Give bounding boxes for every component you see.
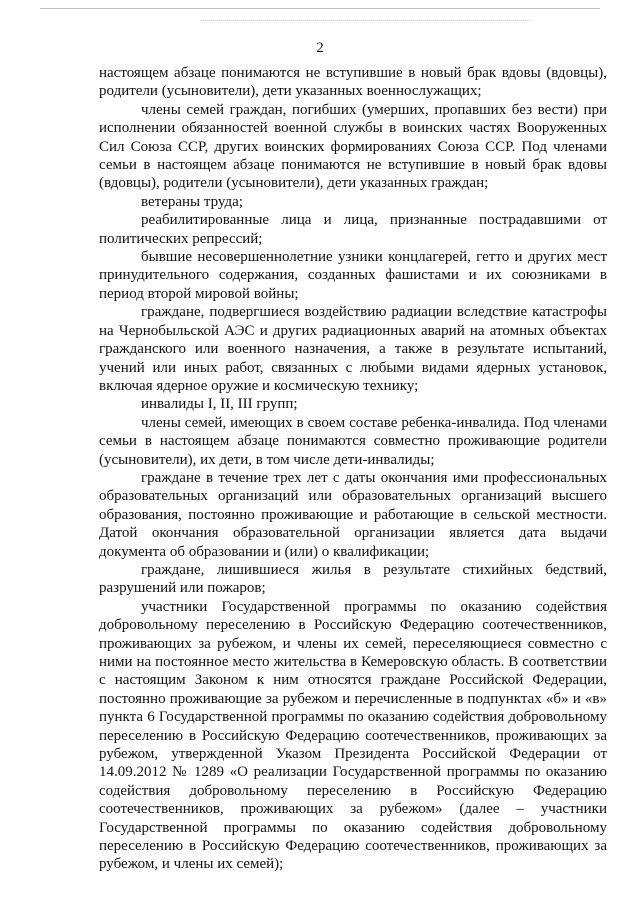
document-body bbox=[99, 64, 607, 874]
page-number: 2 bbox=[316, 40, 324, 56]
paragraph: реабилитированные лица и лица, признанные пострадавшими от политических репрессий; bbox=[99, 212, 607, 247]
paragraph: члены семей, имеющих в своем составе ребенка-инвалида. Под членами семьи в настоящем абзаце понимаются совместно проживающие родители (усыновители), их дети, в том числе дети-инвалиды; bbox=[99, 414, 607, 468]
paragraph: инвалиды I, II, III групп; bbox=[141, 396, 298, 413]
paragraph: граждане, лишившиеся жилья в результате стихийных бедствий, разрушений или пожаров; bbox=[99, 561, 607, 597]
paragraph: граждане в течение трех лет с даты окончания ими профессиональных образовательных организаций или образовательных организаций высшего образования, постоянно проживающие и работающие в сельской местности. Датой окончания образовательной организации является дата выдачи документа об образовании и (или) о квалификации; bbox=[99, 469, 607, 560]
paragraph: бывшие несовершеннолетние узники концлагерей, гетто и других мест принудительного содержания, созданных фашистами и их союзниками в период второй мировой войны; bbox=[99, 249, 607, 302]
paragraph: граждане, подвергшиеся воздействию радиации вследствие катастрофы на Чернобыльской АЭС и других радиационных аварий на атомных объектах гражданского или военного назначения, а также в результате испытаний, учений или иных работ, связанных с любыми видами ядерных установок, включая ядерное оружие и космическую технику; bbox=[99, 304, 607, 394]
header-rule-dotted bbox=[200, 20, 530, 21]
header-rule bbox=[40, 8, 600, 9]
paragraph: члены семей граждан, погибших (умерших, пропавших без вести) при исполнении обязанностей военной службы в воинских частях Вооруженных Сил Союза ССР, других воинских формированиях Союза ССР. Под членами семьи в настоящем абзаце понимаются не вступившие в новый брак вдовы (вдовцы), родители (усыновители), дети указанных граждан; bbox=[99, 101, 607, 192]
paragraph: участники Государственной программы по оказанию содействия добровольному переселению в Российскую Федерацию соотечественников, проживающих за рубежом, и члены их семей, переселяющиеся совместно с ними на постоянное место жительства в Кемеровскую область. В соответствии с настоящим Законом к ним относятся граждане Российской Федерации, постоянно проживающие за рубежом и перечисленные в подпунктах «б» и «в» пункта 6 Государственной программы по оказанию содействия добровольному переселению в Российскую Федерацию соотечественников, проживающих за рубежом, утвержденной Указом Президента Российской Федерации от 14.09.2012 № 1289 «О реализации Государственной программы по оказанию содействия добровольному переселению в Российскую Федерацию соотечественников, проживающих за рубежом» (далее – участники Государственной программы по оказанию содействия добровольному переселению в Российскую Федерацию соотечественников, проживающих за рубежом, и члены их семей); bbox=[99, 598, 607, 873]
paragraph: ветераны труда; bbox=[141, 193, 243, 210]
paragraph: настоящем абзаце понимаются не вступившие в новый брак вдовы (вдовцы), родители (усыновители), дети указанных военнослужащих; bbox=[99, 65, 607, 100]
